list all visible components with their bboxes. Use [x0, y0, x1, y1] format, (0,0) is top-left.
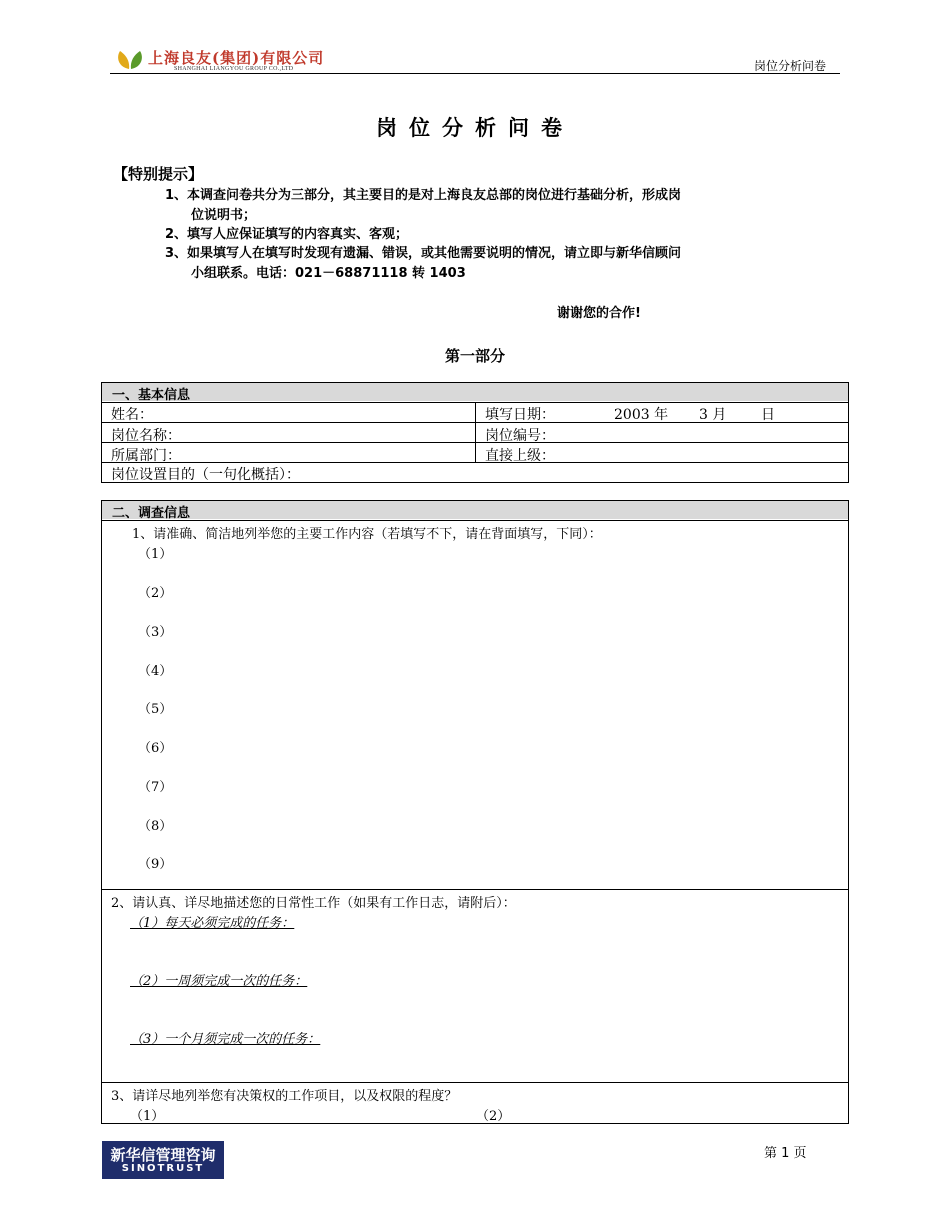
name-label: 姓名：	[111, 407, 153, 423]
position-number-label: 岗位编号：	[485, 428, 555, 444]
notice-item-2: 2、填写人应保证填写的内容真实、客观；	[165, 227, 409, 242]
part-title: 第一部分	[444, 347, 505, 365]
header-doc-name: 岗位分析问卷	[754, 59, 827, 73]
q2-daily-tasks: （1）每天必须完成的任务：	[130, 916, 295, 931]
notice-item-3-cont: 小组联系。电话：021－68871118 转 1403	[191, 266, 466, 281]
consulting-logo	[102, 1141, 224, 1179]
company-logo-text: 上海良友(集团)有限公司	[148, 49, 325, 67]
basic-info-heading: 一、基本信息	[102, 383, 848, 401]
survey-info-table	[101, 500, 849, 1124]
q3-item-1: （1）	[130, 1109, 165, 1124]
q3-item-2: （2）	[476, 1109, 511, 1124]
q1-item-8: （8）	[138, 819, 173, 834]
date-year: 2003 年	[614, 407, 669, 423]
q1-item-7: （7）	[138, 780, 173, 795]
q1-item-6: （6）	[138, 741, 173, 756]
consulting-logo-text: 新华信管理咨询	[110, 1146, 216, 1164]
notice-item-3: 3、如果填写人在填写时发现有遗漏、错误，或其他需要说明的情况，请立即与新华信顾问	[165, 246, 682, 261]
company-logo-english: SHANGHAI LIANGYOU GROUP CO.,LTD	[174, 66, 294, 72]
question-1: 1、请准确、简洁地列举您的主要工作内容（若填写不下，请在背面填写，下同）：	[132, 527, 602, 542]
q1-item-3: （3）	[138, 625, 173, 640]
header-divider	[110, 73, 840, 74]
notice-item-1: 1、本调查问卷共分为三部分，其主要目的是对上海良友总部的岗位进行基础分析，形成岗	[165, 188, 682, 203]
basic-info-table	[101, 382, 849, 483]
document-title: 岗位分析问卷	[376, 116, 574, 140]
q2-weekly-tasks: （2）一周须完成一次的任务：	[130, 974, 308, 989]
date-label: 填写日期：	[485, 407, 555, 423]
thanks-note: 谢谢您的合作!	[557, 306, 641, 321]
q1-item-5: （5）	[138, 702, 173, 717]
question-2: 2、请认真、详尽地描述您的日常性工作（如果有工作日志，请附后）：	[111, 896, 516, 911]
notice-item-1-cont: 位说明书；	[191, 208, 257, 223]
survey-info-heading: 二、调查信息	[102, 501, 848, 519]
question-3: 3、请详尽地列举您有决策权的工作项目，以及权限的程度？	[111, 1089, 458, 1104]
date-day: 日	[761, 407, 775, 423]
position-purpose-label: 岗位设置目的（一句化概括）：	[111, 467, 300, 483]
q1-item-1: （1）	[138, 547, 173, 562]
q1-item-2: （2）	[138, 586, 173, 601]
position-name-label: 岗位名称：	[111, 428, 181, 444]
q1-item-9: （9）	[138, 857, 173, 872]
notice-heading: 【特别提示】	[113, 165, 204, 183]
q2-monthly-tasks: （3）一个月须完成一次的任务：	[130, 1032, 321, 1047]
q1-item-4: （4）	[138, 664, 173, 679]
page-number: 第 1 页	[764, 1146, 807, 1161]
department-label: 所属部门：	[111, 448, 181, 464]
company-logo-icon	[116, 47, 144, 71]
date-month: 3 月	[699, 407, 727, 423]
supervisor-label: 直接上级：	[485, 448, 555, 464]
consulting-logo-english: SINOTRUST	[121, 1163, 205, 1174]
